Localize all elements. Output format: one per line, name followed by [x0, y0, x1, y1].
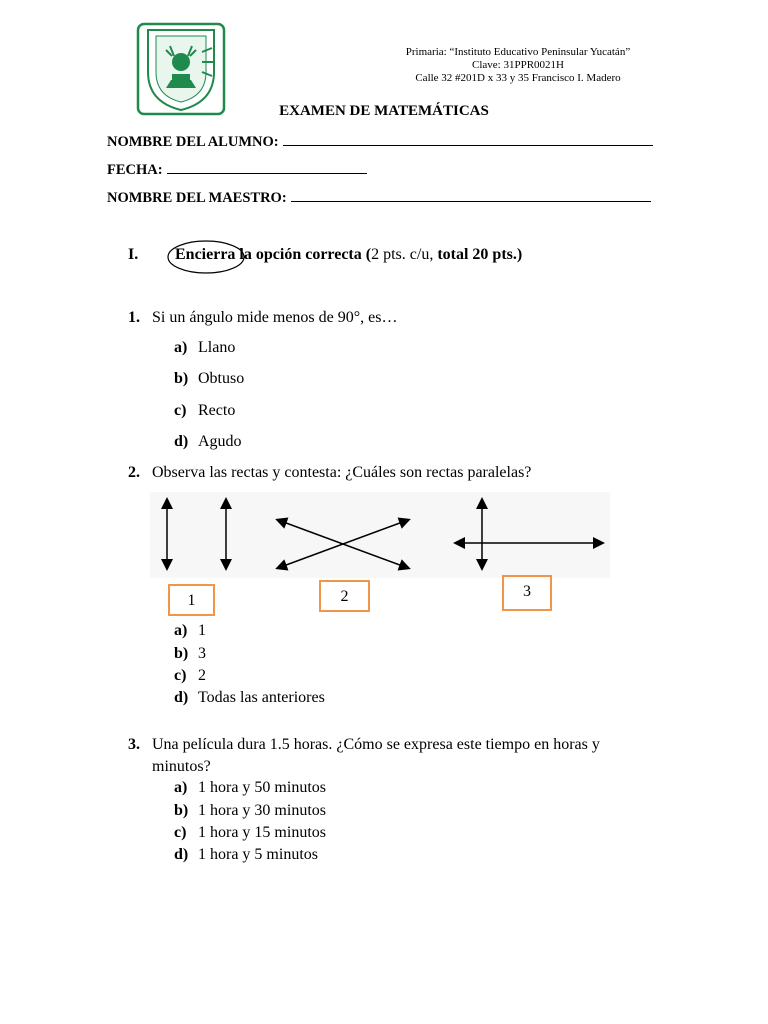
- question-text: Si un ángulo mide menos de 90°, es…: [152, 309, 398, 326]
- date-line[interactable]: [167, 161, 367, 174]
- date-label: FECHA:: [107, 162, 163, 178]
- section-verb: Encierra: [175, 246, 236, 263]
- option-letter: c): [174, 667, 187, 684]
- question-text: Observa las rectas y contesta: ¿Cuáles son rectas paralelas?: [152, 464, 532, 481]
- option-a[interactable]: [174, 622, 206, 640]
- option-letter: a): [174, 779, 188, 796]
- question-number: 1.: [128, 309, 140, 326]
- option-a[interactable]: [174, 339, 235, 357]
- option-letter: d): [174, 433, 189, 450]
- option-text: Recto: [198, 402, 236, 419]
- option-b[interactable]: [174, 802, 326, 820]
- question-2: [128, 464, 531, 482]
- figure-label-3: 3: [502, 575, 552, 611]
- question-number: 2.: [128, 464, 140, 481]
- option-c[interactable]: [174, 667, 206, 685]
- date-field: [107, 161, 367, 179]
- teacher-name-label: NOMBRE DEL MAESTRO:: [107, 190, 287, 206]
- option-letter: d): [174, 689, 189, 706]
- option-b[interactable]: [174, 645, 206, 663]
- option-text: 1 hora y 15 minutos: [198, 824, 326, 841]
- exam-title: EXAMEN DE MATEMÁTICAS: [279, 103, 489, 119]
- figure-label-1: 1: [168, 584, 215, 616]
- option-text: 1 hora y 50 minutos: [198, 779, 326, 796]
- option-text: 2: [198, 667, 206, 684]
- school-name: Primaria: “Instituto Educativo Peninsular Yucatán”: [405, 46, 631, 58]
- section-instruction: [175, 246, 522, 264]
- student-name-label: NOMBRE DEL ALUMNO:: [107, 134, 279, 150]
- school-address: Calle 32 #201D x 33 y 35 Francisco I. Madero: [415, 72, 621, 84]
- option-letter: b): [174, 370, 189, 387]
- option-d[interactable]: [174, 433, 242, 451]
- option-d[interactable]: [174, 689, 325, 707]
- student-name-field: [107, 133, 653, 151]
- question-1: [128, 309, 397, 327]
- option-letter: b): [174, 645, 189, 662]
- option-text: Llano: [198, 339, 236, 356]
- option-letter: b): [174, 802, 189, 819]
- question-number: 3.: [128, 736, 140, 753]
- section-instruction-text: la opción correcta (: [239, 246, 372, 263]
- option-b[interactable]: [174, 370, 244, 388]
- option-letter: a): [174, 622, 188, 639]
- option-text: 3: [198, 645, 206, 662]
- option-text: 1 hora y 30 minutos: [198, 802, 326, 819]
- lines-figure: [150, 492, 610, 578]
- option-c[interactable]: [174, 824, 326, 842]
- teacher-name-line[interactable]: [291, 189, 651, 202]
- option-letter: d): [174, 846, 189, 863]
- option-text: Agudo: [198, 433, 242, 450]
- student-name-line[interactable]: [283, 133, 653, 146]
- question-text-continued: minutos?: [152, 758, 211, 775]
- option-text: 1: [198, 622, 206, 639]
- question-3: [128, 736, 600, 754]
- option-letter: c): [174, 824, 187, 841]
- option-a[interactable]: [174, 779, 326, 797]
- section-total: total 20 pts.): [437, 246, 523, 263]
- school-code: Clave: 31PPR0021H: [472, 59, 564, 71]
- section-points: 2 pts. c/u,: [371, 246, 438, 263]
- option-text: Obtuso: [198, 370, 245, 387]
- section-roman: I.: [128, 246, 139, 263]
- question-text: Una película dura 1.5 horas. ¿Cómo se expresa este tiempo en horas y: [152, 736, 600, 753]
- figure-label-2: 2: [319, 580, 370, 612]
- option-c[interactable]: [174, 402, 235, 420]
- option-d[interactable]: [174, 846, 318, 864]
- option-text: 1 hora y 5 minutos: [198, 846, 318, 863]
- teacher-name-field: [107, 189, 651, 207]
- option-text: Todas las anteriores: [198, 689, 325, 706]
- option-letter: a): [174, 339, 188, 356]
- school-logo: [136, 22, 226, 116]
- option-letter: c): [174, 402, 187, 419]
